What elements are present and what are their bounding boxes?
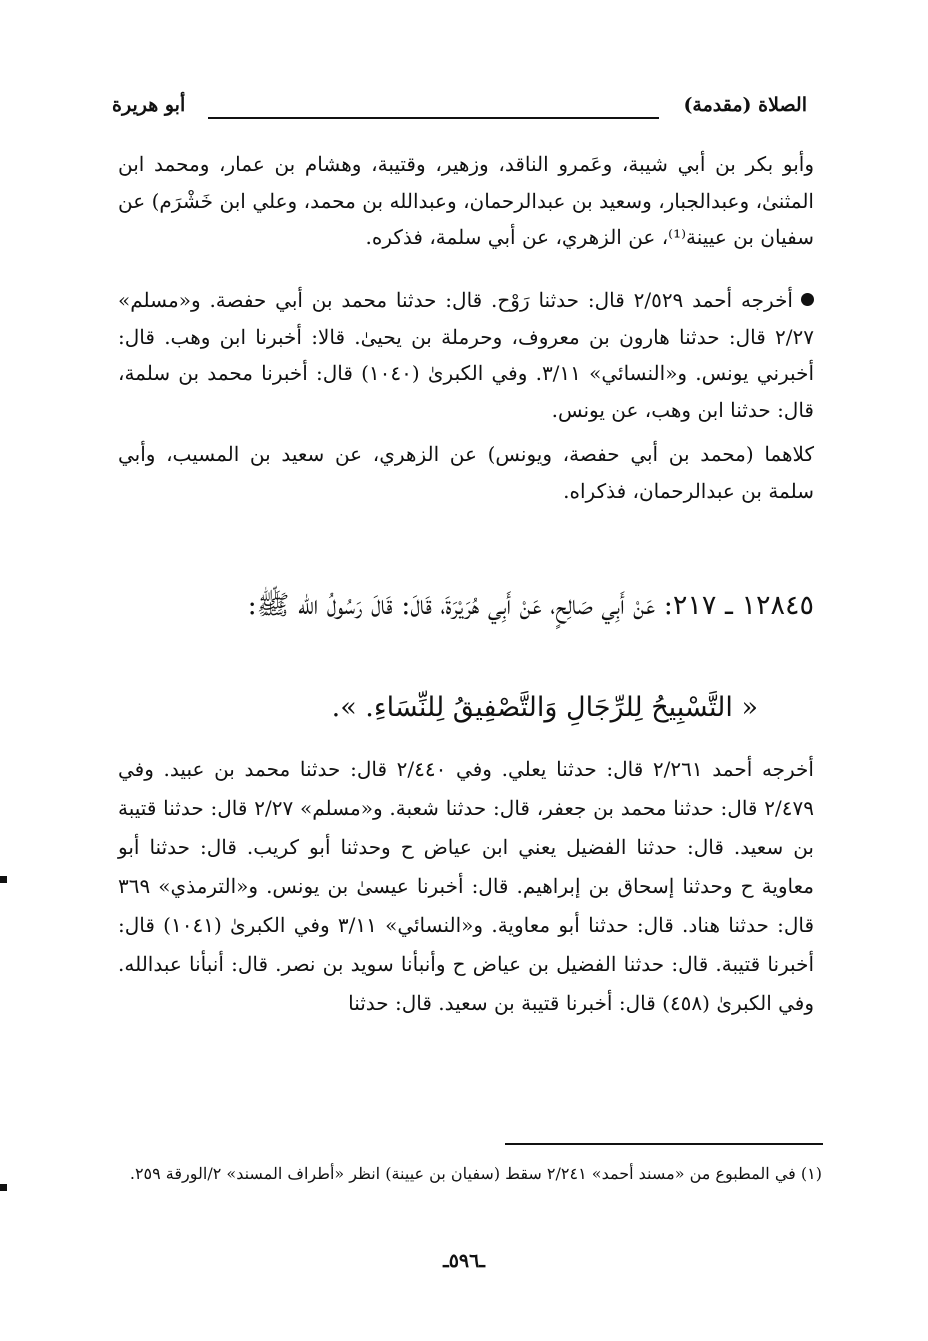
- takhrij-paragraph-2: أخرجه أحمد ٢/٢٦١ قال: حدثنا يعلي. وفي ٢/٤٤٠ قال: حدثنا محمد بن عبيد. وفي ٢/٤٧٩ قال: حدثنا محمد بن جعفر، قال: حدثنا شعبة. و«مسلم» ٢/٢٧ قال: حدثنا قتيبة بن سعيد. قال: حدثنا الفضيل يعني ابن عياض ح وحدثنا أبو كريب. قال: حدثنا أبو معاوية ح وحدثنا إسحاق بن إبراهيم. قال: أخبرنا عيسىٰ بن يونس. و«الترمذي» ٣٦٩ قال: حدثنا هناد. قال: حدثنا أبو معاوية. و«النسائي» ٣/١١ وفي الكبرىٰ (١٠٤١) قال: أخبرنا قتيبة. قال: حدثنا الفضيل بن عياض ح وأنبأنا سويد بن نصر. قال: أنبأنا عبدالله. وفي الكبرىٰ (٤٥٨) قال: أخبرنا قتيبة بن سعيد. قال: حدثنا: [118, 757, 814, 1015]
- margin-mark: [0, 876, 7, 883]
- narrator-name: أبو هريرة: [112, 94, 186, 116]
- section-title: الصلاة (مقدمة): [683, 94, 807, 116]
- hadith-quote: « التَّسْبِيحُ لِلرِّجَالِ وَالتَّصْفِيقُ لِلنِّسَاءِ. ».: [331, 692, 758, 723]
- footnote: (١) في المطبوع من «مسند أحمد» ٢/٢٤١ سقط (سفيان بن عيينة) انظر «أطراف المسند» ٢/الورقة ٢٥٩.: [129, 1164, 822, 1183]
- margin-mark: [0, 1184, 7, 1191]
- takhrij-paragraph: أخرجه أحمد ٢/٥٢٩ قال: حدثنا رَوْح. قال: حدثنا محمد بن أبي حفصة. و«مسلم» ٢/٢٧ قال: حدثنا هارون بن معروف، وحرملة بن يحيىٰ. قالا: أخبرنا ابن وهب. قال: أخبرني يونس. و«النسائي» ٣/١١. وفي الكبرىٰ (١٠٤٠) قال: أخبرنا محمد بن سلمة، قال: حدثنا ابن وهب، عن يونس.: [118, 288, 815, 422]
- summary-paragraph: كلاهما (محمد بن أبي حفصة، ويونس) عن الزهري، عن سعيد بن المسيب، وأبي سلمة بن عبدالرحمان، فذكراه.: [118, 442, 814, 503]
- bullet-icon: [801, 293, 814, 306]
- hadith-heading: ١٢٨٤٥ ـ ٢١٧: عَنْ أَبِي صَالِحٍ، عَنْ أَبِي هُرَيْرَةَ، قَالَ: قَالَ رَسُولُ الله ﷺ:: [247, 590, 814, 621]
- footnote-rule: [505, 1143, 823, 1145]
- page-number: ـ٥٩٦ـ: [443, 1250, 485, 1272]
- takhrij-section-1: [118, 282, 814, 509]
- header-rule: [208, 117, 659, 119]
- narration-chain-paragraph: وأبو بكر بن أبي شيبة، وعَمرو الناقد، وزهير، وقتيبة، وهشام بن عمار، ومحمد ابن المثنىٰ، وعبدالجبار، وسعيد بن عبدالرحمان، وعبدالله بن محمد، وعلي ابن خَشْرَم) عن سفيان بن عيينة⁽¹⁾، عن الزهري، عن أبي سلمة، فذكره.: [118, 152, 814, 249]
- running-header: [112, 94, 807, 128]
